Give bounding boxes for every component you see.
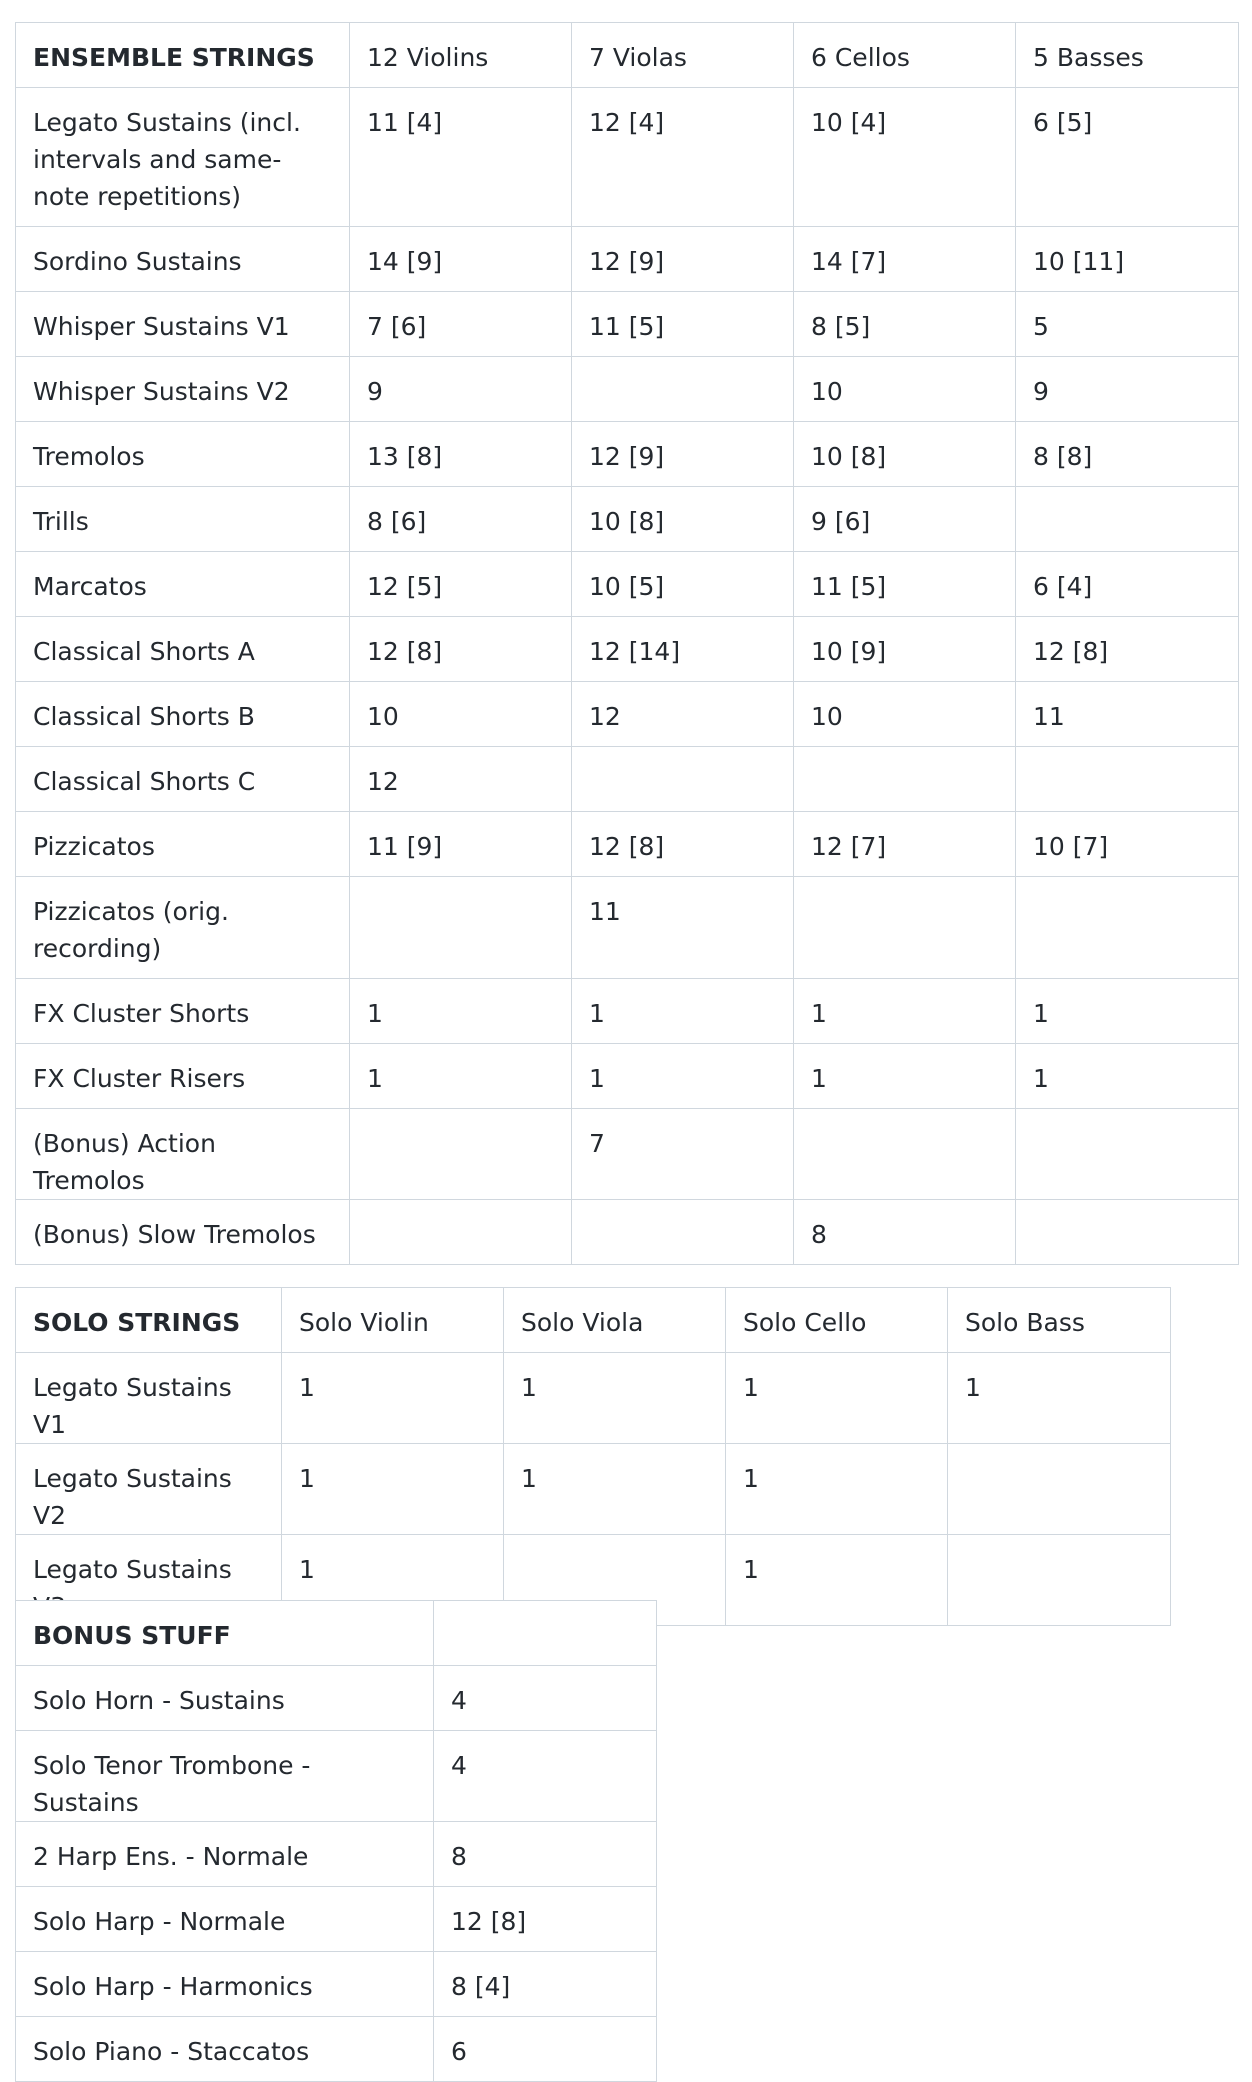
cell [1016,487,1239,552]
cell: 1 [794,979,1016,1044]
bonus-stuff-table [15,1600,657,2082]
cell: 1 [794,1044,1016,1109]
cell: 8 [434,1822,657,1887]
cell: 12 [5] [350,552,572,617]
cell: 1 [572,1044,794,1109]
cell: 1 [350,1044,572,1109]
cell [1016,877,1239,979]
cell: 8 [4] [434,1952,657,2017]
cell: 12 [572,682,794,747]
table-row [16,1353,1171,1444]
row-label: Solo Horn - Sustains [16,1666,434,1731]
row-label: Classical Shorts A [16,617,350,682]
cell: 14 [9] [350,227,572,292]
table-row [16,1044,1239,1109]
cell: 11 [4] [350,88,572,227]
table-header-row [16,1288,1171,1353]
cell: 1 [282,1535,504,1626]
cell [794,1109,1016,1200]
row-label: Legato Sustains [16,1535,282,1626]
cell: 8 [8] [1016,422,1239,487]
row-label: (Bonus) Action Tremolos [16,1109,350,1200]
cell: 1 [1016,979,1239,1044]
cell: 14 [7] [794,227,1016,292]
table-row [16,747,1239,812]
row-label: Tremolos [16,422,350,487]
row-label: Classical Shorts B [16,682,350,747]
cell: 10 [794,682,1016,747]
row-label: Sordino Sustains [16,227,350,292]
cell: 1 [350,979,572,1044]
column-header: 7 Violas [572,23,794,88]
cell: 1 [948,1353,1171,1444]
cell [350,1200,572,1265]
table-row [16,1887,657,1952]
table-row [16,357,1239,422]
row-label: Solo Harp - Harmonics [16,1952,434,2017]
cell [794,747,1016,812]
section-title: BONUS STUFF [16,1601,434,1666]
row-label: Classical Shorts C [16,747,350,812]
cell: 7 [572,1109,794,1200]
cell: 8 [5] [794,292,1016,357]
cell: 10 [350,682,572,747]
cell: 11 [9] [350,812,572,877]
cell: 1 [504,1444,726,1535]
cell: 11 [5] [572,292,794,357]
table-row [16,227,1239,292]
cell: 1 [1016,1044,1239,1109]
cell: 12 [9] [572,227,794,292]
row-label: Trills [16,487,350,552]
cell: 8 [6] [350,487,572,552]
row-label: Pizzicatos [16,812,350,877]
cell [572,1200,794,1265]
row-label: (Bonus) Slow Tremolos [16,1200,350,1265]
column-header: 5 Basses [1016,23,1239,88]
table-row [16,422,1239,487]
table-header-row [16,23,1239,88]
cell: 10 [5] [572,552,794,617]
cell [948,1535,1171,1626]
row-label: Legato Sustains (incl. intervals and same-note repetitions) [16,88,350,227]
cell: 11 [572,877,794,979]
cell [572,747,794,812]
cell: 13 [8] [350,422,572,487]
cell [1016,1109,1239,1200]
table-row [16,979,1239,1044]
row-label: Legato Sustains V1 [16,1353,282,1444]
cell: 1 [726,1444,948,1535]
solo-strings-table [15,1287,1171,1626]
column-header: 12 Violins [350,23,572,88]
row-label: Pizzicatos (orig. recording) [16,877,350,979]
table-row [16,552,1239,617]
cell: 10 [11] [1016,227,1239,292]
cell: 12 [350,747,572,812]
cell: 10 [4] [794,88,1016,227]
cell: 1 [726,1535,948,1626]
cell [350,1109,572,1200]
section-title: SOLO STRINGS [16,1288,282,1353]
cell: 6 [4] [1016,552,1239,617]
table-header-row [16,1601,657,1666]
cell: 1 [282,1353,504,1444]
table-row [16,88,1239,227]
row-label: Whisper Sustains V1 [16,292,350,357]
cell: 12 [8] [1016,617,1239,682]
cell: 10 [8] [572,487,794,552]
table-row [16,1444,1171,1535]
table-row [16,682,1239,747]
cell: 12 [8] [572,812,794,877]
column-header [434,1601,657,1666]
cell: 10 [7] [1016,812,1239,877]
cell: 10 [9] [794,617,1016,682]
column-header: 6 Cellos [794,23,1016,88]
cell: 5 [1016,292,1239,357]
row-label: Solo Piano - Staccatos [16,2017,434,2082]
column-header: Solo Cello [726,1288,948,1353]
row-label: FX Cluster Shorts [16,979,350,1044]
cell [572,357,794,422]
cell: 9 [1016,357,1239,422]
row-label: Legato Sustains V2 [16,1444,282,1535]
cell: 11 [1016,682,1239,747]
cell: 12 [7] [794,812,1016,877]
cell: 10 [8] [794,422,1016,487]
cell: 12 [9] [572,422,794,487]
row-label: FX Cluster Risers [16,1044,350,1109]
cell: 12 [4] [572,88,794,227]
cell: 1 [282,1444,504,1535]
table-row [16,1666,657,1731]
cell: 1 [726,1353,948,1444]
table-row [16,1200,1239,1265]
row-label: Whisper Sustains V2 [16,357,350,422]
table-row [16,2017,657,2082]
cell: 1 [572,979,794,1044]
table-row [16,1822,657,1887]
table-row [16,292,1239,357]
cell [350,877,572,979]
column-header: Solo Violin [282,1288,504,1353]
table-row [16,1952,657,2017]
row-label: Marcatos [16,552,350,617]
column-header: Solo Viola [504,1288,726,1353]
table-row [16,1109,1239,1200]
cell: 9 [6] [794,487,1016,552]
ensemble-strings-table [15,22,1239,1265]
cell [1016,1200,1239,1265]
cell: 6 [434,2017,657,2082]
cell [948,1444,1171,1535]
table-row [16,487,1239,552]
cell: 10 [794,357,1016,422]
cell: 6 [5] [1016,88,1239,227]
cell: 12 [8] [350,617,572,682]
table-row [16,1731,657,1822]
column-header: Solo Bass [948,1288,1171,1353]
section-title: ENSEMBLE STRINGS [16,23,350,88]
row-label: 2 Harp Ens. - Normale [16,1822,434,1887]
table-row [16,877,1239,979]
table-row [16,812,1239,877]
row-label: Solo Tenor Trombone - Sustains [16,1731,434,1822]
cell [794,877,1016,979]
cell: 8 [794,1200,1016,1265]
cell: 12 [8] [434,1887,657,1952]
cell: 4 [434,1731,657,1822]
cell: 7 [6] [350,292,572,357]
cell: 1 [504,1353,726,1444]
cell [1016,747,1239,812]
cell: 11 [5] [794,552,1016,617]
cell: 12 [14] [572,617,794,682]
row-label: Solo Harp - Normale [16,1887,434,1952]
table-row [16,617,1239,682]
cell: 4 [434,1666,657,1731]
cell: 9 [350,357,572,422]
